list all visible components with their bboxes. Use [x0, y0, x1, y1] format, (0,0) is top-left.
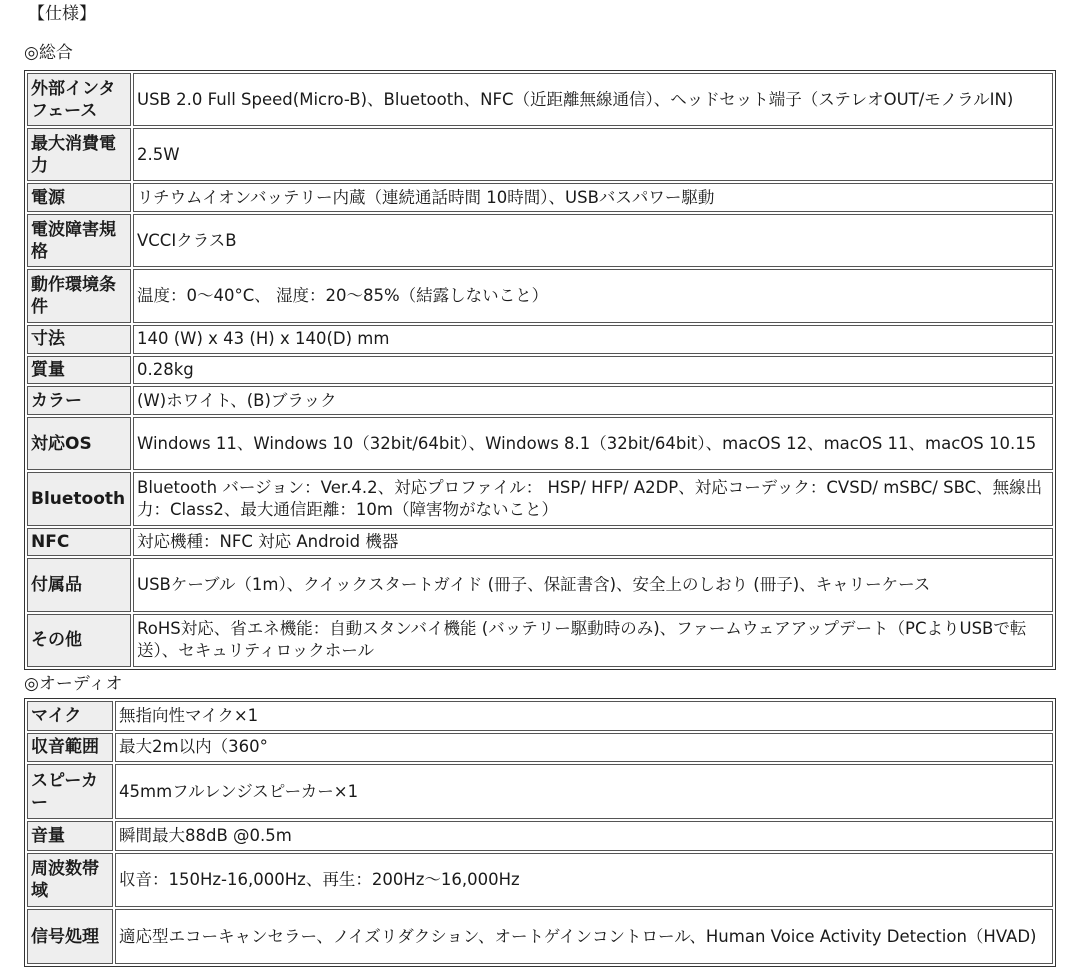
spec-label: 付属品: [27, 558, 131, 611]
table-row: [27, 764, 1053, 819]
table-row: [27, 73, 1053, 126]
table-row: [27, 386, 1053, 415]
spec-label: 外部インタフェース: [27, 73, 131, 126]
spec-value: 45mmフルレンジスピーカー×1: [115, 764, 1053, 819]
table-row: [27, 558, 1053, 611]
spec-label: NFC: [27, 528, 131, 557]
spec-value: 0.28kg: [133, 356, 1053, 385]
spec-value: 対応機種：NFC 対応 Android 機器: [133, 528, 1053, 557]
table-row: [27, 269, 1053, 322]
spec-value: RoHS対応、省エネ機能：自動スタンバイ機能 (バッテリー駆動時のみ)、ファームウェアアップデート（PCよりUSBで転送）、セキュリティロックホール: [133, 614, 1053, 667]
table-row: [27, 356, 1053, 385]
table-row: [27, 528, 1053, 557]
table-row: [27, 214, 1053, 267]
table-row: [27, 472, 1053, 525]
spec-value: (W)ホワイト、(B)ブラック: [133, 386, 1053, 415]
spec-label: 電源: [27, 183, 131, 212]
spec-value: VCCIクラスB: [133, 214, 1053, 267]
spec-label: 信号処理: [27, 909, 113, 964]
table-row: [27, 183, 1053, 212]
table-row: [27, 733, 1053, 763]
spec-value: 2.5W: [133, 128, 1053, 181]
spec-label: 周波数帯域: [27, 853, 113, 908]
table-row: [27, 701, 1053, 731]
audio-spec-table: [24, 698, 1056, 967]
spec-value: 最大2m以内（360°: [115, 733, 1053, 763]
spec-value: 温度：0〜40°C、 湿度：20〜85%（結露しないこと）: [133, 269, 1053, 322]
table-row: [27, 325, 1053, 354]
spec-value: 適応型エコーキャンセラー、ノイズリダクション、オートゲインコントロール、Human Voice Activity Detection（HVAD): [115, 909, 1053, 964]
general-spec-table: [24, 70, 1056, 670]
spec-label: 収音範囲: [27, 733, 113, 763]
table-row: [27, 853, 1053, 908]
spec-label: カラー: [27, 386, 131, 415]
spec-label: スピーカー: [27, 764, 113, 819]
spec-label: マイク: [27, 701, 113, 731]
spec-value: 140 (W) x 43 (H) x 140(D) mm: [133, 325, 1053, 354]
section-heading-general: ◎総合: [24, 43, 73, 63]
spec-label: 最大消費電力: [27, 128, 131, 181]
page-title: 【仕様】: [28, 4, 96, 24]
spec-value: USB 2.0 Full Speed(Micro-B)、Bluetooth、NFC（近距離無線通信）、ヘッドセット端子（ステレオOUT/モノラルIN): [133, 73, 1053, 126]
table-row: [27, 821, 1053, 851]
table-row: [27, 614, 1053, 667]
section-heading-audio: ◎オーディオ: [24, 674, 123, 694]
spec-label: 電波障害規格: [27, 214, 131, 267]
spec-label: 質量: [27, 356, 131, 385]
table-row: [27, 909, 1053, 964]
spec-value: リチウムイオンバッテリー内蔵（連続通話時間 10時間）、USBバスパワー駆動: [133, 183, 1053, 212]
spec-value: Windows 11、Windows 10（32bit/64bit）、Windows 8.1（32bit/64bit）、macOS 12、macOS 11、macOS 10.15: [133, 417, 1053, 470]
spec-label: 寸法: [27, 325, 131, 354]
spec-label: 動作環境条件: [27, 269, 131, 322]
spec-value: 無指向性マイク×1: [115, 701, 1053, 731]
spec-label: 音量: [27, 821, 113, 851]
spec-label: その他: [27, 614, 131, 667]
spec-value: 瞬間最大88dB @0.5m: [115, 821, 1053, 851]
spec-value: Bluetooth バージョン：Ver.4.2、対応プロファイル： HSP/ HFP/ A2DP、対応コーデック：CVSD/ mSBC/ SBC、無線出力：Class2、最大通信距離：10m（障害物がないこと）: [133, 472, 1053, 525]
spec-label: Bluetooth: [27, 472, 131, 525]
spec-value: USBケーブル（1m）、クイックスタートガイド (冊子、保証書含)、安全上のしおり (冊子)、キャリーケース: [133, 558, 1053, 611]
table-row: [27, 128, 1053, 181]
table-row: [27, 417, 1053, 470]
spec-label: 対応OS: [27, 417, 131, 470]
spec-value: 収音：150Hz-16,000Hz、再生：200Hz〜16,000Hz: [115, 853, 1053, 908]
